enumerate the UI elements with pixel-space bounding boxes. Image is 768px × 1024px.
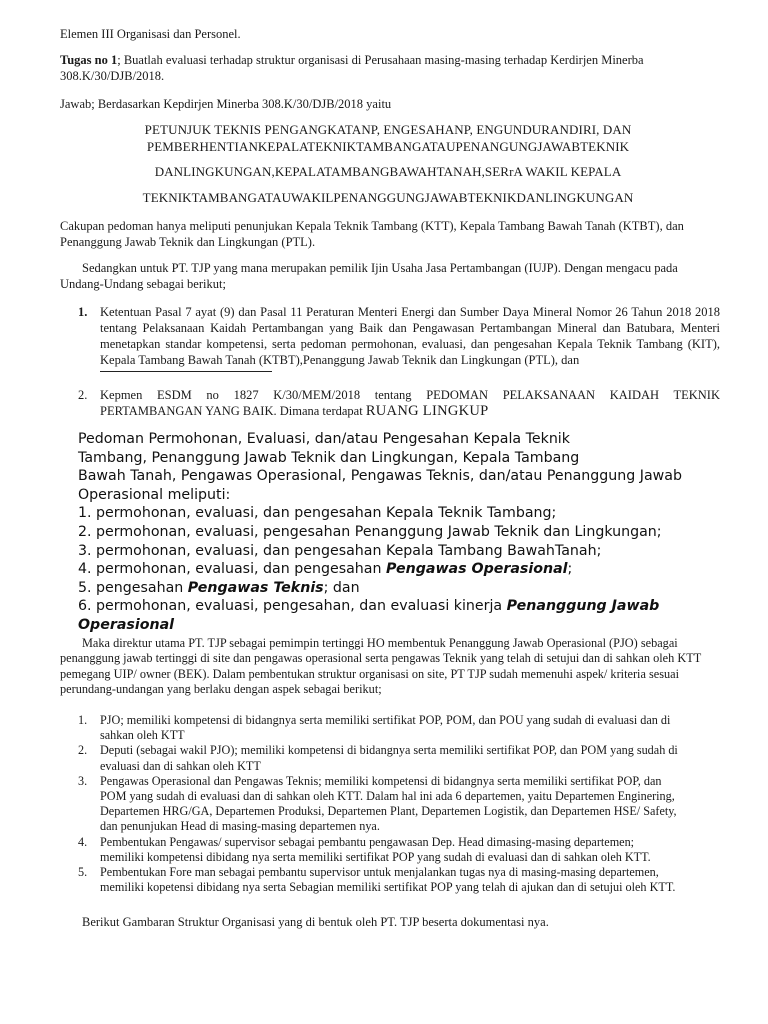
emphasis-penanggung-jawab: Penanggung Jawab	[506, 598, 660, 615]
task-text: ; Buatlah evaluasi terhadap struktur organisasi di Perusahaan masing-masing terhadap Kerdirjen Minerba 308.K/30/DJB/2018.	[60, 53, 644, 83]
scope-item: 4. permohonan, evaluasi, dan pengesahan Pengawas Operasional;	[78, 561, 573, 578]
task-label: Tugas no 1	[60, 53, 118, 67]
scope-line: Pedoman Permohonan, Evaluasi, dan/atau Pengesahan Kepala Teknik	[78, 431, 570, 447]
emphasis-pengawas-operasional: Pengawas Operasional	[385, 561, 568, 578]
scope-item-continuation: Operasional	[78, 616, 175, 633]
aspect-item: 2. Deputi (sebagai wakil PJO); memiliki kompetensi di bidangnya serta memiliki sertifikat POP, dan POM yang sudah di evaluasi dan di sahkan oleh KTT	[78, 743, 678, 773]
scope-line: Operasional meliputi:	[78, 486, 231, 503]
closing-paragraph: Berikut Gambaran Struktur Organisasi yang di bentuk oleh PT. TJP beserta dokumentasi nya.	[82, 915, 549, 929]
director-paragraph: Maka direktur utama PT. TJP sebagai pemimpin tertinggi HO membentuk Penanggung Jawab Operasional (PJO) sebagai penanggung jawab tertinggi di site dan pengawas operasional serta pengawas Teknik yang telah di setujui dan di sahkan oleh KTT pemegang UIP/ owner (BEK). Dalam pembentukan struktur organisasi on site, PT TJP sudah memenuhi aspek/ kriteria sesuai perundang-undangan yang berlaku dengan aspek sebagai berikut;	[60, 636, 702, 697]
scope-line: Tambang, Penanggung Jawab Teknik dan Lingkungan, Kepala Tambang	[78, 449, 580, 466]
regulation-text: Ketentuan Pasal 7 ayat (9) dan Pasal 11 Peraturan Menteri Energi dan Sumber Daya Mineral Nomor 26 Tahun 2018 2018 tentang Pelaksanaan Kaidah Pertambangan yang Baik dan Pengawasan Pertambangan Mineral dan Batubara, Menteri menetapkan standar kompetensi, serta pedoman permohonan, evaluasi, dan pengesahan Kepala Teknik Tambang (KIT), Kepala Tambang Bawah Tanah (KTBT),Penanggung Jawab Teknik dan Lingkungan (PTL), dan	[100, 305, 720, 367]
aspect-item: 5. Pembentukan Fore man sebagai pembantu supervisor untuk menjalankan tugas nya di masing-masing departemen, memiliki kopetensi dibidang nya serta Sebagian memiliki sertifikat POP yang telah di ajukan dan di setujui oleh KTT.	[78, 865, 676, 895]
task-paragraph	[60, 52, 700, 84]
regulation-text: Kepmen ESDM no 1827 K/30/MEM/2018 tentang PEDOMAN PELAKSANAAN KAIDAH TEKNIK PERTAMBANGAN YANG BAIK. Dimana terdapat	[100, 388, 720, 418]
aspects-list	[78, 713, 728, 895]
scope-item: 3. permohonan, evaluasi, dan pengesahan Kepala Tambang BawahTanah;	[78, 542, 602, 559]
title-line-1: PETUNJUK TEKNIS PENGANGKATANP, ENGESAHANP, ENGUNDURANDIRI, DAN	[144, 122, 632, 137]
regulation-item-1	[78, 304, 720, 368]
aspect-item: 1. PJO; memiliki kompetensi di bidangnya serta memiliki sertifikat POP, POM, dan POU yang sudah di evaluasi dan di sahkan oleh KTT	[78, 713, 671, 743]
scope-line: Bawah Tanah, Pengawas Operasional, Pengawas Teknis, dan/atau Penanggung Jawab	[78, 468, 682, 485]
scope-item: 2. permohonan, evaluasi, pengesahan Penanggung Jawab Teknik dan Lingkungan;	[78, 523, 662, 540]
scope-item: 1. permohonan, evaluasi, dan pengesahan Kepala Teknik Tambang;	[78, 505, 557, 522]
scope-item: 5. pengesahan Pengawas Teknis; dan	[78, 579, 360, 596]
tjp-paragraph: Sedangkan untuk PT. TJP yang mana merupakan pemilik Ijin Usaha Jasa Pertambangan (IUJP). Dengan mengacu pada Undang-Undang sebagai berikut;	[60, 261, 678, 291]
scope-paragraph: Cakupan pedoman hanya meliputi penunjukan Kepala Teknik Tambang (KTT), Kepala Tambang Bawah Tanah (KTBT), dan Penanggung Jawab Teknik dan Lingkungan (PTL).	[60, 219, 684, 249]
blank-underline	[100, 371, 272, 372]
answer-intro: Jawab; Berdasarkan Kepdirjen Minerba 308.K/30/DJB/2018 yaitu	[60, 97, 392, 111]
ruang-lingkup-label: RUANG LINGKUP	[365, 403, 489, 419]
section-heading: Elemen III Organisasi dan Personel.	[60, 27, 241, 41]
regulation-number: 2.	[78, 388, 88, 402]
scope-block	[78, 430, 698, 635]
title-line-2: PEMBERHENTIANKEPALATEKNIKTAMBANGATAUPENANGUNGJAWABTEKNIK	[146, 139, 630, 154]
regulation-number: 1.	[78, 305, 88, 319]
scope-item: 6. permohonan, evaluasi, pengesahan, dan evaluasi kinerja Penanggung Jawab	[78, 598, 660, 615]
emphasis-pengawas-teknis: Pengawas Teknis	[187, 579, 324, 596]
regulation-item-2	[78, 387, 720, 419]
title-line-3: DANLINGKUNGAN,KEPALATAMBANGBAWAHTANAH,SERrA WAKIL KEPALA	[154, 164, 622, 179]
aspect-item: 3. Pengawas Operasional dan Pengawas Teknis; memiliki kompetensi di bidangnya serta memiliki sertifikat POP, dan POM yang sudah di evaluasi dan di sahkan oleh KTT. Dalam hal ini ada 6 departemen, yaitu Departemen Enginering, Departemen HRG/GA, Departemen Produksi, Departemen Plant, Departemen Logistik, dan Departemen HSE/ Safety, dan penunjukan Head di masing-masing departemen nya.	[78, 773, 677, 834]
aspect-item: 4. Pembentukan Pengawas/ supervisor sebagai pembantu pengawasan Dep. Head dimasing-masing departemen; memiliki kompetensi dibidang nya serta memiliki sertifikat POP yang sudah di evaluasi dan di sahkan oleh KTT.	[78, 834, 651, 864]
title-line-4: TEKNIKTAMBANGATAUWAKILPENANGGUNGJAWABTEKNIKDANLINGKUNGAN	[142, 190, 634, 205]
